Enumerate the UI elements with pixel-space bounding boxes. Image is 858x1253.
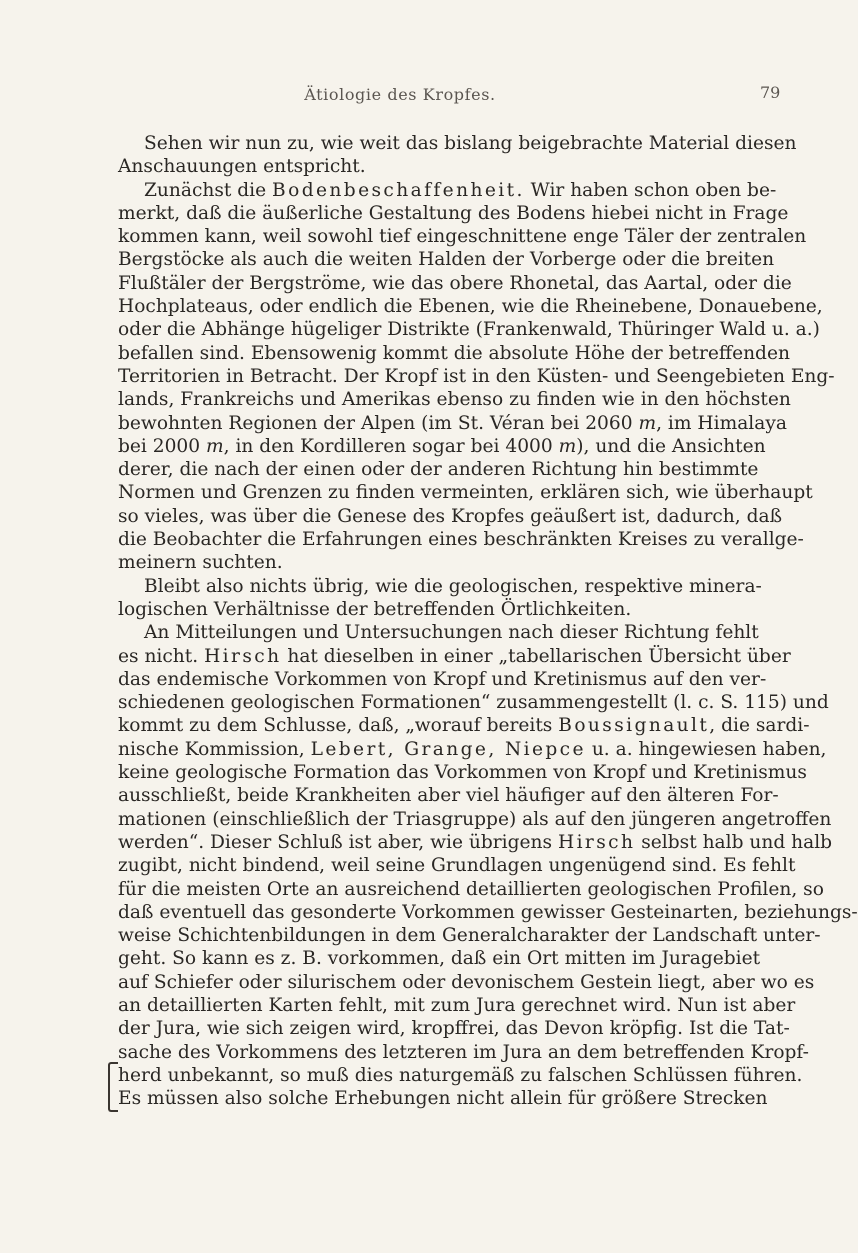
- text-line: [118, 225, 807, 248]
- text-ital: m: [206, 435, 224, 457]
- text-line: [118, 878, 824, 901]
- text-run: zugibt, nicht bindend, weil seine Grundlagen ungenügend sind. Es fehlt: [118, 855, 796, 877]
- text-run: befallen sind. Ebensowenig kommt die absolute Höhe der betreffenden: [118, 342, 790, 364]
- text-run: Wir haben schon oben be-: [524, 179, 777, 201]
- text-line: [118, 645, 791, 668]
- text-run: Normen und Grenzen zu finden vermeinten, erklären sich, wie überhaupt: [118, 482, 813, 504]
- text-line: [118, 621, 759, 644]
- page-number: 79: [760, 83, 781, 102]
- text-run: kommen kann, weil sowohl tief eingeschnittene enge Täler der zentralen: [118, 226, 807, 248]
- text-run: auf Schiefer oder silurischem oder devonischem Gestein liegt, aber wo es: [118, 971, 815, 993]
- text-run: Hochplateaus, oder endlich die Ebenen, wie die Rheinebene, Donauebene,: [118, 296, 823, 318]
- text-line: [118, 924, 821, 947]
- text-run: Bergstöcke als auch die weiten Halden der Vorberge oder die breiten: [118, 249, 775, 271]
- text-line: [118, 1087, 768, 1110]
- text-line: [118, 132, 797, 155]
- text-run: nische Kommission,: [118, 738, 311, 760]
- text-line: [118, 761, 807, 784]
- text-line: [118, 365, 835, 388]
- text-line: [118, 738, 827, 761]
- text-line: [118, 831, 833, 854]
- text-run: An Mitteilungen und Untersuchungen nach dieser Richtung fehlt: [144, 622, 759, 644]
- text-spaced: Bodenbeschaffenheit.: [272, 179, 525, 201]
- text-run: Flußtäler der Bergströme, wie das obere Rhonetal, das Aartal, oder die: [118, 272, 792, 294]
- text-run: werden“. Dieser Schluß ist aber, wie übrigens: [118, 831, 558, 853]
- text-line: [118, 155, 708, 178]
- text-line: [118, 551, 708, 574]
- text-run: Territorien in Betracht. Der Kropf ist in den Küsten- und Seengebieten Eng-: [118, 365, 835, 387]
- text-run: u. a. hingewiesen haben,: [585, 738, 827, 760]
- text-run: keine geologische Formation das Vorkommen von Kropf und Kretinismus: [118, 762, 807, 784]
- text-run: geht. So kann es z. B. vorkommen, daß ein Ort mitten im Juragebiet: [118, 948, 761, 970]
- text-run: hat dieselben in einer „tabellarischen Übersicht über: [281, 645, 791, 667]
- text-line: [118, 1041, 809, 1064]
- text-line: [118, 272, 792, 295]
- text-spaced: Hirsch: [204, 645, 282, 667]
- text-line: [118, 505, 782, 528]
- running-title: Ätiologie des Kropfes.: [304, 85, 496, 104]
- text-spaced: Boussignault: [558, 715, 710, 737]
- text-run: Es müssen also solche Erhebungen nicht allein für größere Strecken: [118, 1088, 768, 1110]
- text-line: [118, 481, 813, 504]
- running-head: [0, 85, 800, 107]
- text-line: [118, 575, 762, 598]
- text-line: [118, 714, 810, 737]
- text-line: [118, 971, 815, 994]
- text-line: [118, 388, 791, 411]
- text-run: , im Himalaya: [656, 412, 787, 434]
- text-run: logischen Verhältnisse der betreffenden Örtlichkeiten.: [118, 598, 632, 620]
- text-run: sache des Vorkommens des letzteren im Jura an dem betreffenden Kropf-: [118, 1041, 809, 1063]
- body-text: [118, 132, 858, 1110]
- text-run: merkt, daß die äußerliche Gestaltung des Bodens hiebei nicht in Frage: [118, 202, 789, 224]
- text-line: [118, 318, 820, 341]
- text-line: [118, 598, 708, 621]
- text-run: daß eventuell das gesonderte Vorkommen gewisser Gesteinarten, beziehungs-: [118, 901, 858, 923]
- text-run: meinern suchten.: [118, 552, 283, 574]
- text-run: oder die Abhänge hügeliger Distrikte (Frankenwald, Thüringer Wald u. a.): [118, 319, 820, 341]
- text-line: [118, 248, 775, 271]
- text-run: es nicht.: [118, 645, 205, 667]
- text-run: an detaillierten Karten fehlt, mit zum Jura gerechnet wird. Nun ist aber: [118, 994, 796, 1016]
- text-line: [118, 668, 767, 691]
- text-run: für die meisten Orte an ausreichend detaillierten geologischen Profilen, so: [118, 878, 824, 900]
- text-line: [118, 528, 804, 551]
- text-run: Bleibt also nichts übrig, wie die geologischen, respektive minera-: [144, 575, 762, 597]
- text-line: [118, 342, 790, 365]
- text-line: [118, 458, 759, 481]
- text-run: , die sardi-: [709, 715, 810, 737]
- text-run: so vieles, was über die Genese des Kropfes geäußert ist, dadurch, daß: [118, 505, 782, 527]
- text-run: Sehen wir nun zu, wie weit das bislang beigebrachte Material diesen: [144, 133, 797, 154]
- text-run: selbst halb und halb: [635, 831, 833, 853]
- text-run: Zunächst die: [144, 179, 273, 201]
- margin-bracket-mark: [108, 1062, 118, 1112]
- text-run: ausschließt, beide Krankheiten aber viel häufiger auf den älteren For-: [118, 785, 779, 807]
- text-line: [118, 202, 789, 225]
- text-run: das endemische Vorkommen von Kropf und Kretinismus auf den ver-: [118, 668, 767, 690]
- text-line: [118, 295, 823, 318]
- text-run: ), und die Ansichten: [576, 435, 766, 457]
- text-run: weise Schichtenbildungen in dem Generalcharakter der Landschaft unter-: [118, 925, 821, 947]
- text-run: derer, die nach der einen oder der anderen Richtung hin bestimmte: [118, 459, 759, 481]
- text-run: mationen (einschließlich der Triasgruppe) als auf den jüngeren angetroffen: [118, 808, 832, 830]
- text-run: bei 2000: [118, 435, 206, 457]
- text-spaced: Hirsch: [557, 831, 636, 853]
- text-run: lands, Frankreichs und Amerikas ebenso zu finden wie in den höchsten: [118, 389, 791, 411]
- text-run: die Beobachter die Erfahrungen eines beschränkten Kreises zu verallge-: [118, 529, 804, 551]
- text-line: [118, 901, 858, 924]
- text-line: [118, 994, 796, 1017]
- text-line: [118, 179, 777, 202]
- text-line: [118, 808, 832, 831]
- text-line: [118, 784, 779, 807]
- text-run: , in den Kordilleren sogar bei 4000: [223, 435, 559, 457]
- text-line: [118, 1017, 790, 1040]
- text-run: Anschauungen entspricht.: [118, 156, 366, 178]
- text-line: [118, 435, 766, 458]
- text-run: bewohnten Regionen der Alpen (im St. Véran bei 2060: [118, 412, 639, 434]
- text-line: [118, 412, 787, 435]
- text-run: kommt zu dem Schlusse, daß, „worauf bereits: [118, 715, 559, 737]
- text-ital: m: [558, 435, 577, 457]
- text-run: der Jura, wie sich zeigen wird, kropffrei, das Devon kröpfig. Ist die Tat-: [118, 1018, 790, 1040]
- text-line: [118, 947, 761, 970]
- text-run: herd unbekannt, so muß dies naturgemäß zu falschen Schlüssen führen.: [118, 1064, 803, 1086]
- text-line: [118, 854, 796, 877]
- text-ital: m: [638, 412, 657, 434]
- text-run: schiedenen geologischen Formationen“ zusammengestellt (l. c. S. 115) und: [118, 692, 829, 714]
- text-line: [118, 691, 829, 714]
- text-line: [118, 1064, 803, 1087]
- text-spaced: Lebert, Grange, Niepce: [310, 738, 586, 760]
